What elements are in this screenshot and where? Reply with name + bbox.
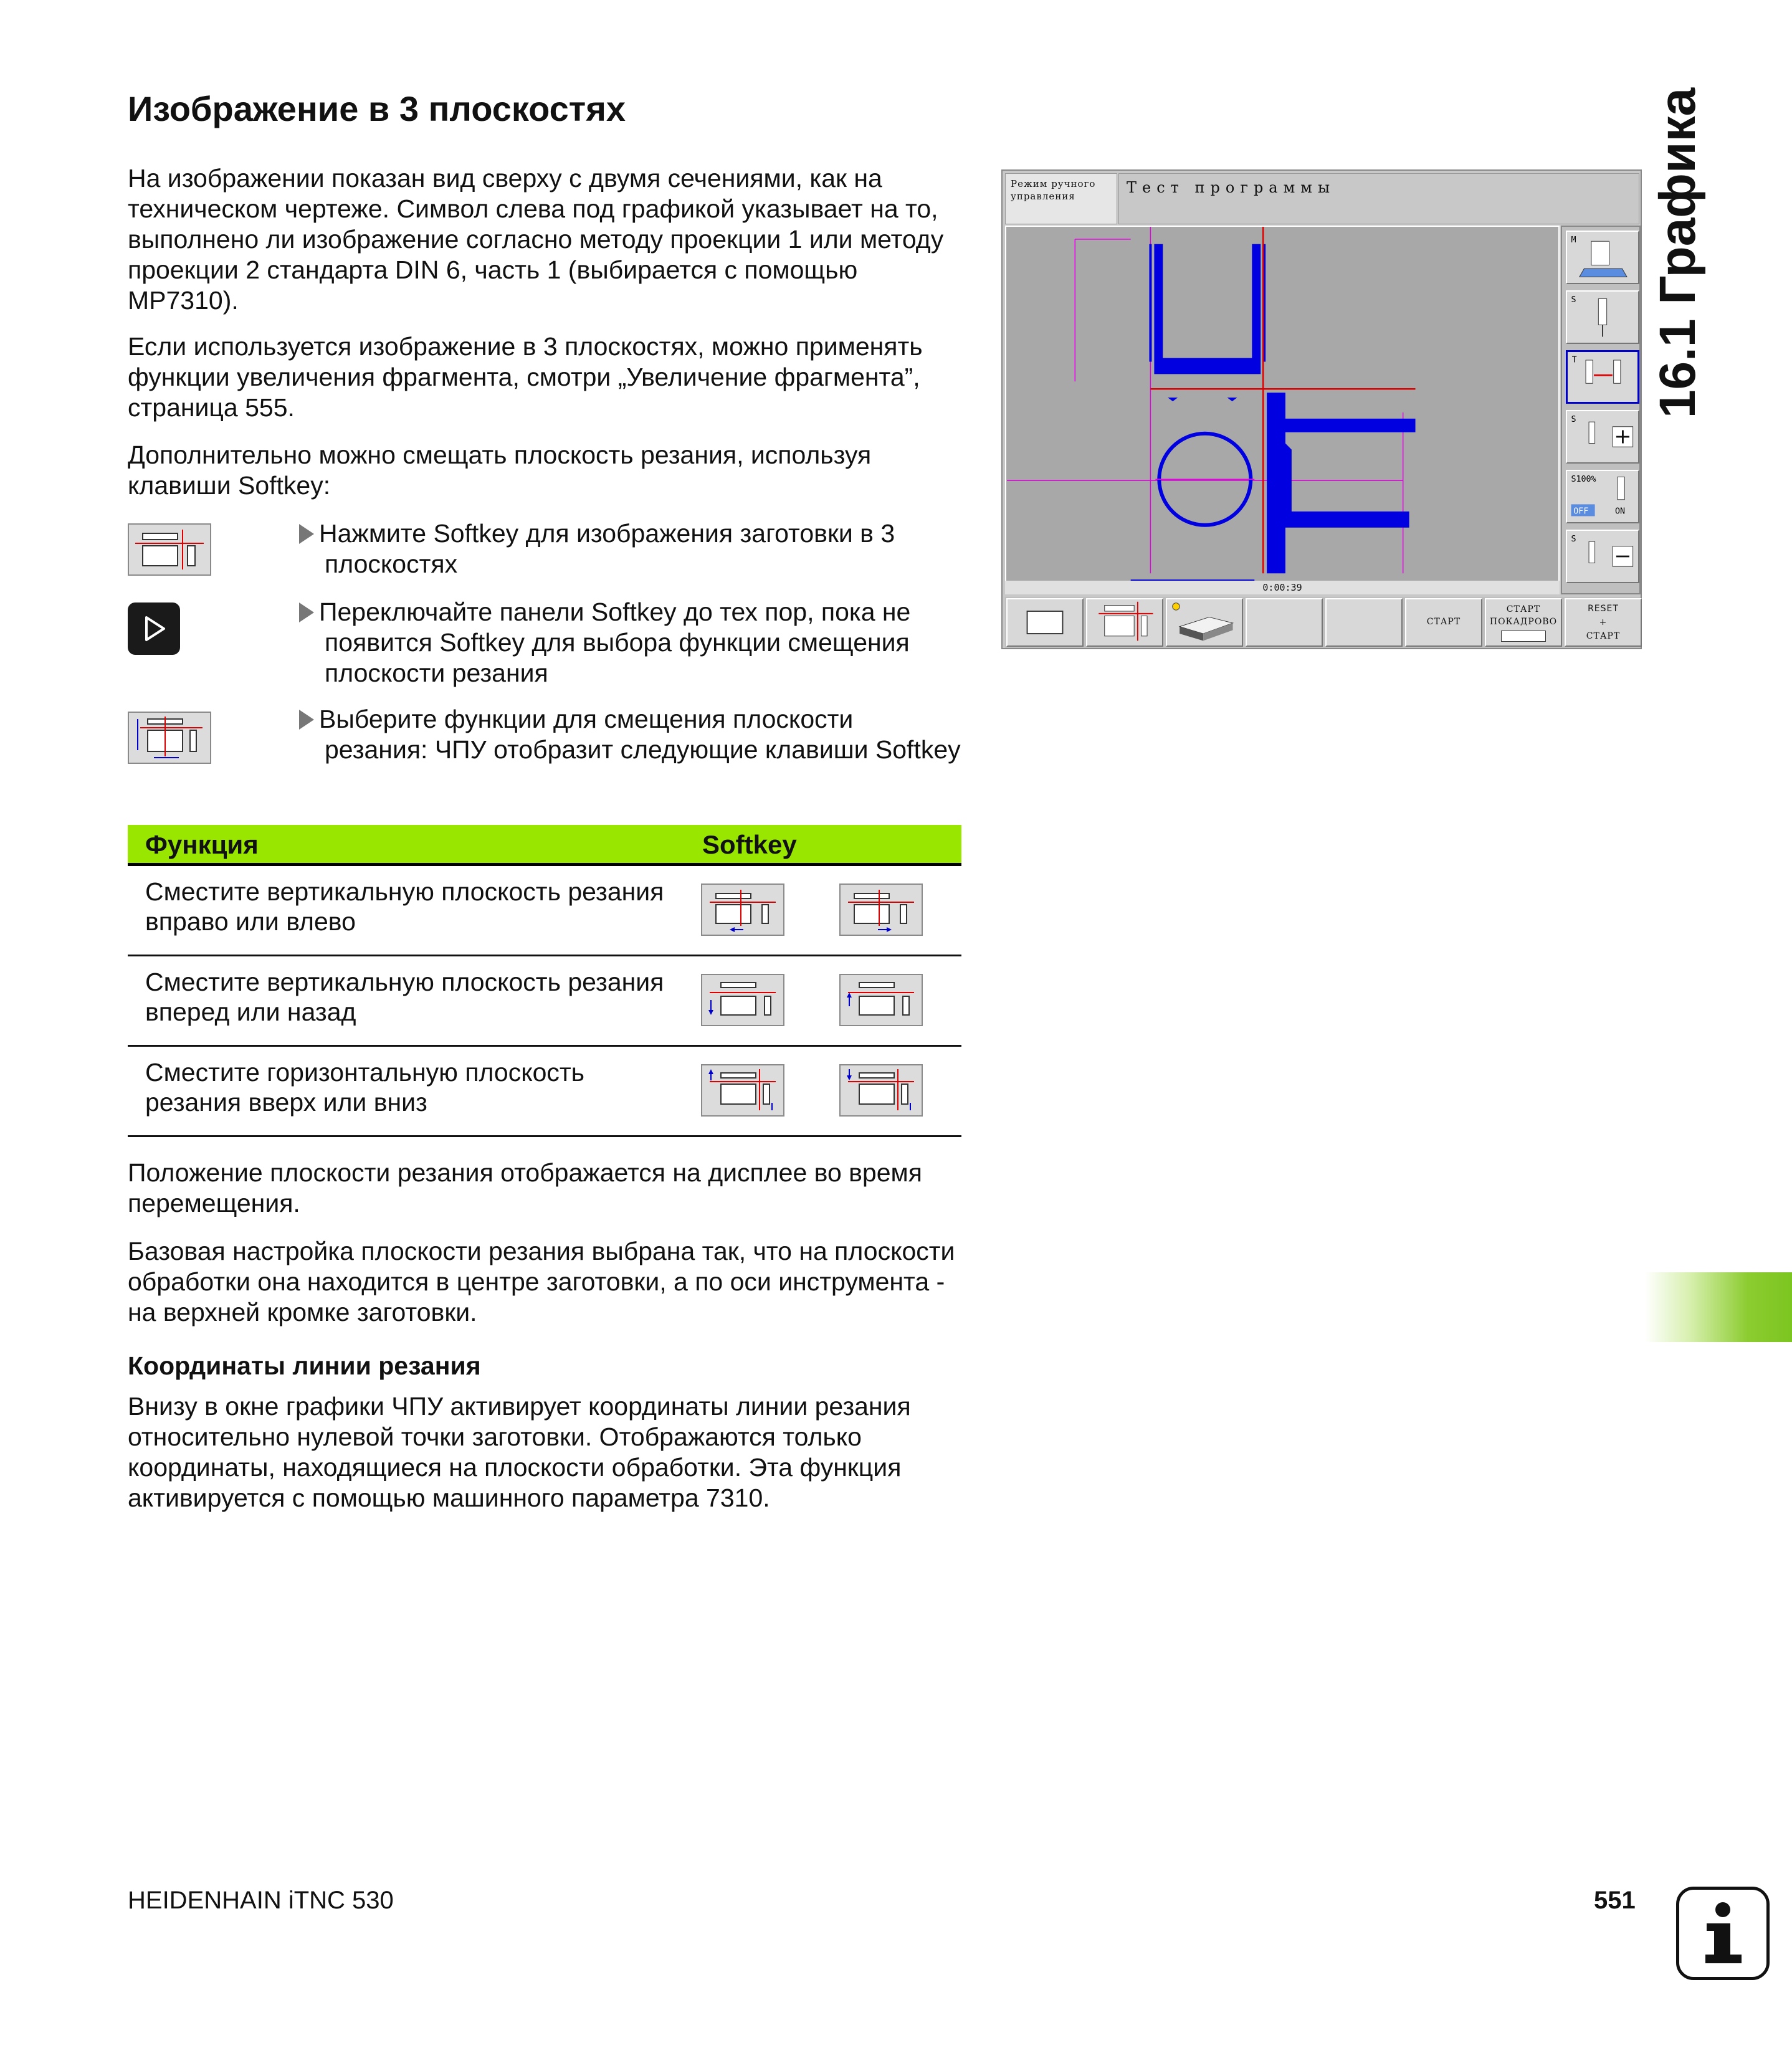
horizontal-softkey-bar xyxy=(1005,597,1641,648)
chapter-tab-marker xyxy=(1645,1272,1792,1342)
s100-off-label: OFF xyxy=(1573,507,1589,517)
coordinates-paragraph: Внизу в окне графики ЧПУ активирует координаты линии резания относительно нулевой точки заготовки. Отображаются только координаты, находящиеся на плоскости обработки. Эта функция активируется с помощью машинного параметра 7310. xyxy=(128,1392,911,1512)
plane-position-paragraph: Положение плоскости резания отображается на дисплее во время перемещения. xyxy=(128,1158,922,1217)
mode-label: Режим ручного управления xyxy=(1005,173,1117,224)
zoom-paragraph: Если используется изображение в 3 плоскостях, можно применять функции увеличения фрагмента, смотри „Увеличение фрагмента”, страница 555. xyxy=(128,332,923,422)
softkey-paragraph: Дополнительно можно смещать плоскость резания, используя клавиши Softkey: xyxy=(128,441,872,500)
info-icon xyxy=(1676,1887,1770,1980)
m-softkey-label: M xyxy=(1571,236,1576,245)
start-softkey[interactable] xyxy=(1405,598,1482,647)
empty-softkey-2[interactable] xyxy=(1325,598,1403,647)
3d-view-softkey[interactable] xyxy=(1166,598,1243,647)
step-2-line1: Переключайте панели Softkey до тех пор, пока не xyxy=(319,598,911,626)
s100-softkey[interactable] xyxy=(1566,470,1639,523)
reset-start-label: СТАРТ xyxy=(1586,631,1621,641)
s-minus-softkey[interactable] xyxy=(1566,530,1639,583)
s-plus-softkey-label: S xyxy=(1571,415,1576,425)
triangle-bullet-icon xyxy=(299,602,314,622)
subheading: Координаты линии резания xyxy=(128,1351,481,1380)
start-single-label: СТАРТ ПОКАДРОВО xyxy=(1489,604,1558,627)
single-block-icon xyxy=(1501,631,1546,642)
step-2 xyxy=(299,597,966,688)
single-view-softkey[interactable] xyxy=(1006,598,1084,647)
s100-on-label: ON xyxy=(1615,507,1626,517)
next-softkey-bar-icon xyxy=(128,602,180,655)
softkey-table xyxy=(128,825,961,1137)
m-softkey[interactable] xyxy=(1566,231,1639,284)
shift-right-softkey-icon xyxy=(839,883,923,936)
three-planes-softkey-icon xyxy=(128,523,211,576)
table-row xyxy=(128,866,961,956)
vertical-softkey-bar xyxy=(1561,226,1641,594)
row-text: Сместите горизонтальную плоскость резания вверх или вниз xyxy=(145,1058,585,1117)
header-function: Функция xyxy=(145,830,259,859)
step-1-rest: плоскостях xyxy=(325,550,458,578)
reset-label: RESET xyxy=(1588,604,1619,614)
header-softkey: Softkey xyxy=(702,830,797,859)
chapter-label xyxy=(1637,87,1718,419)
table-row xyxy=(128,1047,961,1137)
triangle-bullet-icon xyxy=(299,524,314,544)
three-planes-view-softkey[interactable] xyxy=(1086,598,1163,647)
t-softkey-label: T xyxy=(1571,355,1577,365)
row-text: Сместите вертикальную плоскость резания вправо или влево xyxy=(145,877,664,936)
footer-product: HEIDENHAIN iTNC 530 xyxy=(128,1887,394,1914)
step-1 xyxy=(299,518,966,579)
three-plane-drawing xyxy=(1006,227,1558,593)
step-1-line1: Нажмите Softkey для изображения заготовки в 3 xyxy=(319,519,895,548)
s-minus-softkey-label: S xyxy=(1571,535,1576,545)
s100-label: S100% xyxy=(1571,475,1596,485)
start-single-block-softkey[interactable] xyxy=(1485,598,1562,647)
shift-left-softkey-icon xyxy=(701,883,784,936)
empty-softkey-1[interactable] xyxy=(1246,598,1323,647)
intro-paragraph: На изображении показан вид сверху с двумя сечениями, как на техническом чертеже. Символ слева под графикой указывает на то, выполнено ли изображение согласно методу проекции 1 или методу проекции 2 стандарта DIN 6, часть 1 (выбирается с помощью MP7310). xyxy=(128,164,944,315)
shift-cutting-plane-softkey-icon xyxy=(128,712,211,764)
s-plus-softkey[interactable] xyxy=(1566,410,1639,464)
step-3-line1: Выберите функции для смещения плоскости xyxy=(319,705,854,733)
reset-start-softkey[interactable] xyxy=(1565,598,1642,647)
start-label: СТАРТ xyxy=(1426,617,1461,627)
chapter-label-text: 16.1 Графика xyxy=(1649,87,1706,419)
section-title: Изображение в 3 плоскостях xyxy=(128,89,626,128)
tnc-screenshot xyxy=(1001,169,1642,649)
s-softkey[interactable] xyxy=(1566,290,1639,344)
step-2-rest: появится Softkey для выбора функции смещения плоскости резания xyxy=(325,628,910,687)
triangle-bullet-icon xyxy=(299,710,314,730)
step-3-rest: резания: ЧПУ отобразит следующие клавиши Softkey xyxy=(325,735,961,764)
step-3 xyxy=(299,704,966,765)
base-setting-paragraph: Базовая настройка плоскости резания выбрана так, что на плоскости обработки она находится в центре заготовки, а по оси инструмента - на верхней кромке заготовки. xyxy=(128,1237,955,1326)
timer-display: 0:00:39 xyxy=(1005,581,1560,594)
row-text: Сместите вертикальную плоскость резания вперед или назад xyxy=(145,968,664,1026)
reset-plus: + xyxy=(1599,617,1608,627)
shift-up-softkey-icon xyxy=(701,1064,784,1117)
page-number: 551 xyxy=(1594,1887,1636,1914)
t-softkey[interactable] xyxy=(1566,350,1639,404)
shift-back-softkey-icon xyxy=(701,974,784,1026)
table-row xyxy=(128,956,961,1047)
shift-down-softkey-icon xyxy=(839,1064,923,1117)
program-mode-label: Тест программы xyxy=(1118,173,1639,224)
graphics-view xyxy=(1005,226,1560,594)
table-header xyxy=(128,825,961,866)
s-softkey-label: S xyxy=(1571,295,1576,305)
shift-forward-softkey-icon xyxy=(839,974,923,1026)
